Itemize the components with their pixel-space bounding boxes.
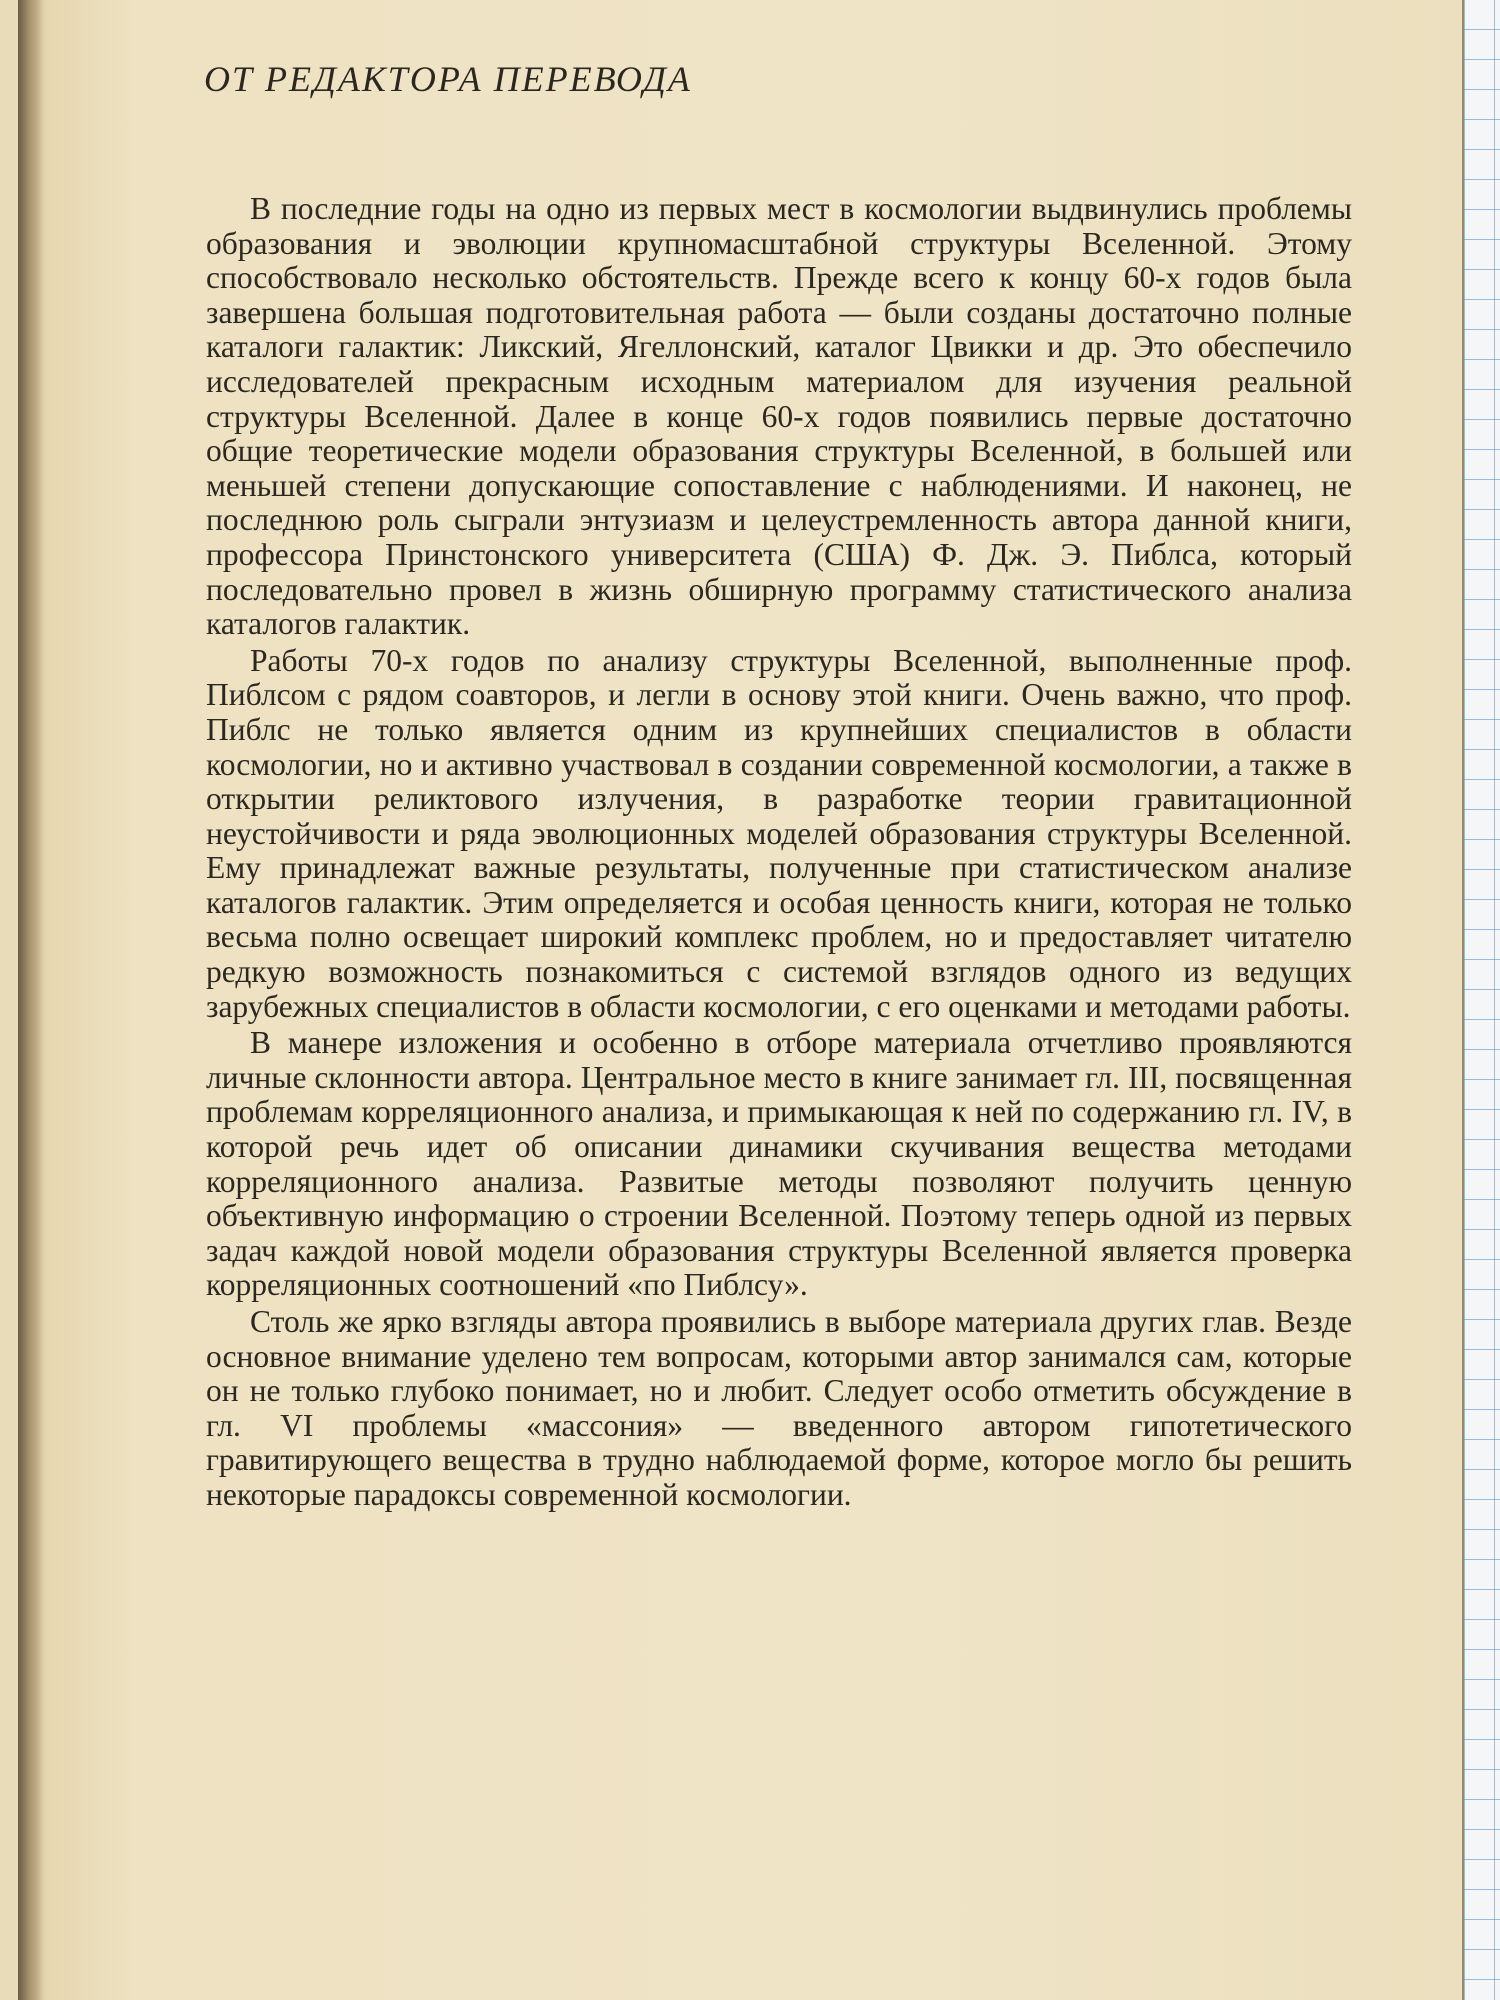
page-heading: ОТ РЕДАКТОРА ПЕРЕВОДА	[204, 59, 692, 99]
paragraph-1: В последние годы на одно из первых мест в космологии выдвинулись проблемы образования и эволюции крупномасштабной структуры Вселенной. Этому способствовало несколько обстоятельств. Прежде всего к концу 60-х годов была завершена большая подготовительная работа — были созданы достаточно полные каталоги галактик: Ликский, Ягеллонский, каталог Цвикки и др. Это обеспечило исследователей прекрасным исходным материалом для изучения реальной структуры Вселенной. Далее в конце 60-х годов появились первые достаточно общие теоретические модели образования структуры Вселенной, в большей или меньшей степени допускающие сопоставление с наблюдениями. И наконец, не последнюю роль сыграли энтузиазм и целеустремленность автора данной книги, профессора Принстонского университета (США) Ф. Дж. Э. Пиблса, который последовательно провел в жизнь обширную программу статистического анализа каталогов галактик.	[206, 191, 1352, 642]
grid-paper-edge	[1462, 0, 1500, 2000]
paragraph-2: Работы 70-х годов по анализу структуры Вселенной, выполненные проф. Пиблсом с рядом соавторов, и легли в основу этой книги. Очень важно, что проф. Пиблс не только является одним из крупнейших специалистов в области космологии, но и активно участвовал в создании современной космологии, а также в открытии реликтового излучения, в разработке теории гравитационной неустойчивости и ряда эволюционных моделей образования структуры Вселенной. Ему принадлежат важные результаты, полученные при статистическом анализе каталогов галактик. Этим определяется и особая ценность книги, которая не только весьма полно освещает широкий комплекс проблем, но и предоставляет читателю редкую возможность познакомиться с системой взглядов одного из ведущих зарубежных специалистов в области космологии, с его оценками и методами работы.	[206, 642, 1352, 1024]
page-text	[206, 58, 1352, 1513]
paragraph-3: В манере изложения и особенно в отборе материала отчетливо проявляются личные склонности автора. Центральное место в книге занимает гл. III, посвященная проблемам корреляционного анализа, и примыкающая к ней по содержанию гл. IV, в которой речь идет об описании динамики скучивания вещества методами корреляционного анализа. Развитые методы позволяют получить ценную объективную информацию о строении Вселенной. Поэтому теперь одной из первых задач каждой новой модели образования структуры Вселенной является проверка корреляционных соотношений «по Пиблсу».	[206, 1025, 1352, 1303]
paragraph-4: Столь же ярко взгляды автора проявились в выборе материала других глав. Везде основное внимание уделено тем вопросам, которыми автор занимался сам, которые он не только глубоко понимает, но и любит. Следует особо отметить обсуждение в гл. VI проблемы «массония» — введенного автором гипотетического гравитирующего вещества в трудно наблюдаемой форме, которое могло бы решить некоторые парадоксы современной космологии.	[206, 1304, 1352, 1512]
book-page	[18, 0, 1490, 2000]
page-gutter-shadow	[18, 0, 44, 2000]
